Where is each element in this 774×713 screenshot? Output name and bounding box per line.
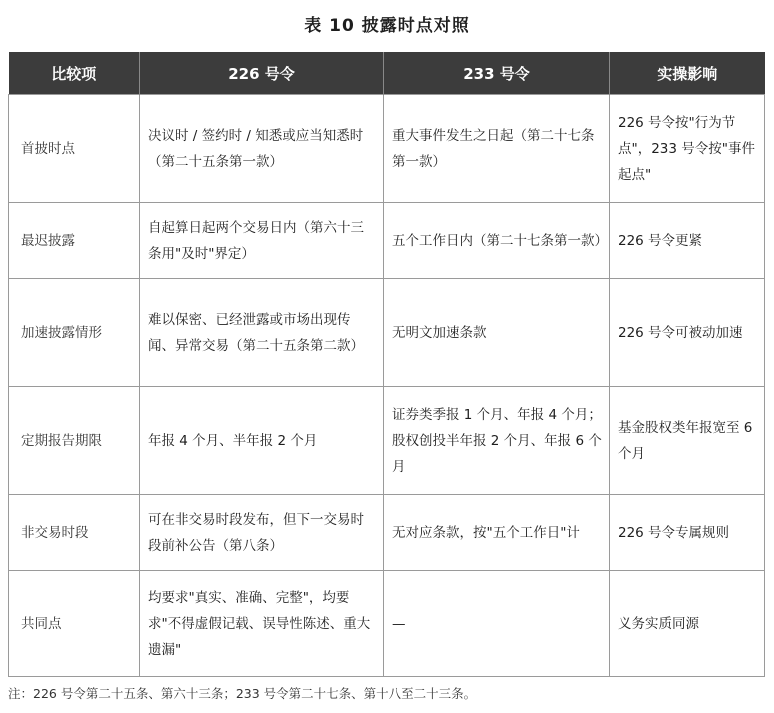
cell-order233: 证券类季报 1 个月、年报 4 个月；股权创投半年报 2 个月、年报 6 个月 xyxy=(384,387,610,495)
table-row xyxy=(9,387,765,495)
cell-order226: 决议时 / 签约时 / 知悉或应当知悉时（第二十五条第一款） xyxy=(140,95,384,203)
table-row xyxy=(9,95,765,203)
cell-impact: 226 号令专属规则 xyxy=(610,495,765,571)
table-row xyxy=(9,279,765,387)
cell-order226: 均要求"真实、准确、完整"，均要求"不得虚假记载、误导性陈述、重大遗漏" xyxy=(140,571,384,677)
cell-order233: 无明文加速条款 xyxy=(384,279,610,387)
header-row xyxy=(9,52,765,95)
cell-order233: 重大事件发生之日起（第二十七条第一款） xyxy=(384,95,610,203)
cell-impact: 226 号令可被动加速 xyxy=(610,279,765,387)
header-cell-order226: 226 号令 xyxy=(140,52,384,95)
row-label: 加速披露情形 xyxy=(9,279,140,387)
table-row xyxy=(9,571,765,677)
disclosure-comparison-table xyxy=(8,52,765,677)
row-label: 非交易时段 xyxy=(9,495,140,571)
header-cell-item: 比较项 xyxy=(9,52,140,95)
cell-impact: 义务实质同源 xyxy=(610,571,765,677)
cell-order233: — xyxy=(384,571,610,677)
cell-order226: 年报 4 个月、半年报 2 个月 xyxy=(140,387,384,495)
cell-order226: 难以保密、已经泄露或市场出现传闻、异常交易（第二十五条第二款） xyxy=(140,279,384,387)
row-label: 定期报告期限 xyxy=(9,387,140,495)
table-footnote: 注：226 号令第二十五条、第六十三条；233 号令第二十七条、第十八至二十三条。 xyxy=(8,686,477,701)
cell-order233: 无对应条款，按"五个工作日"计 xyxy=(384,495,610,571)
header-cell-impact: 实操影响 xyxy=(610,52,765,95)
cell-order233: 五个工作日内（第二十七条第一款） xyxy=(384,203,610,279)
table-title: 表 10 披露时点对照 xyxy=(304,16,470,36)
table-row xyxy=(9,203,765,279)
cell-impact: 226 号令更紧 xyxy=(610,203,765,279)
cell-order226: 可在非交易时段发布，但下一交易时段前补公告（第八条） xyxy=(140,495,384,571)
cell-impact: 226 号令按"行为节点"，233 号令按"事件起点" xyxy=(610,95,765,203)
table-row xyxy=(9,495,765,571)
row-label: 最迟披露 xyxy=(9,203,140,279)
cell-order226: 自起算日起两个交易日内（第六十三条用"及时"界定） xyxy=(140,203,384,279)
row-label: 首披时点 xyxy=(9,95,140,203)
row-label: 共同点 xyxy=(9,571,140,677)
cell-impact: 基金股权类年报宽至 6 个月 xyxy=(610,387,765,495)
header-cell-order233: 233 号令 xyxy=(384,52,610,95)
